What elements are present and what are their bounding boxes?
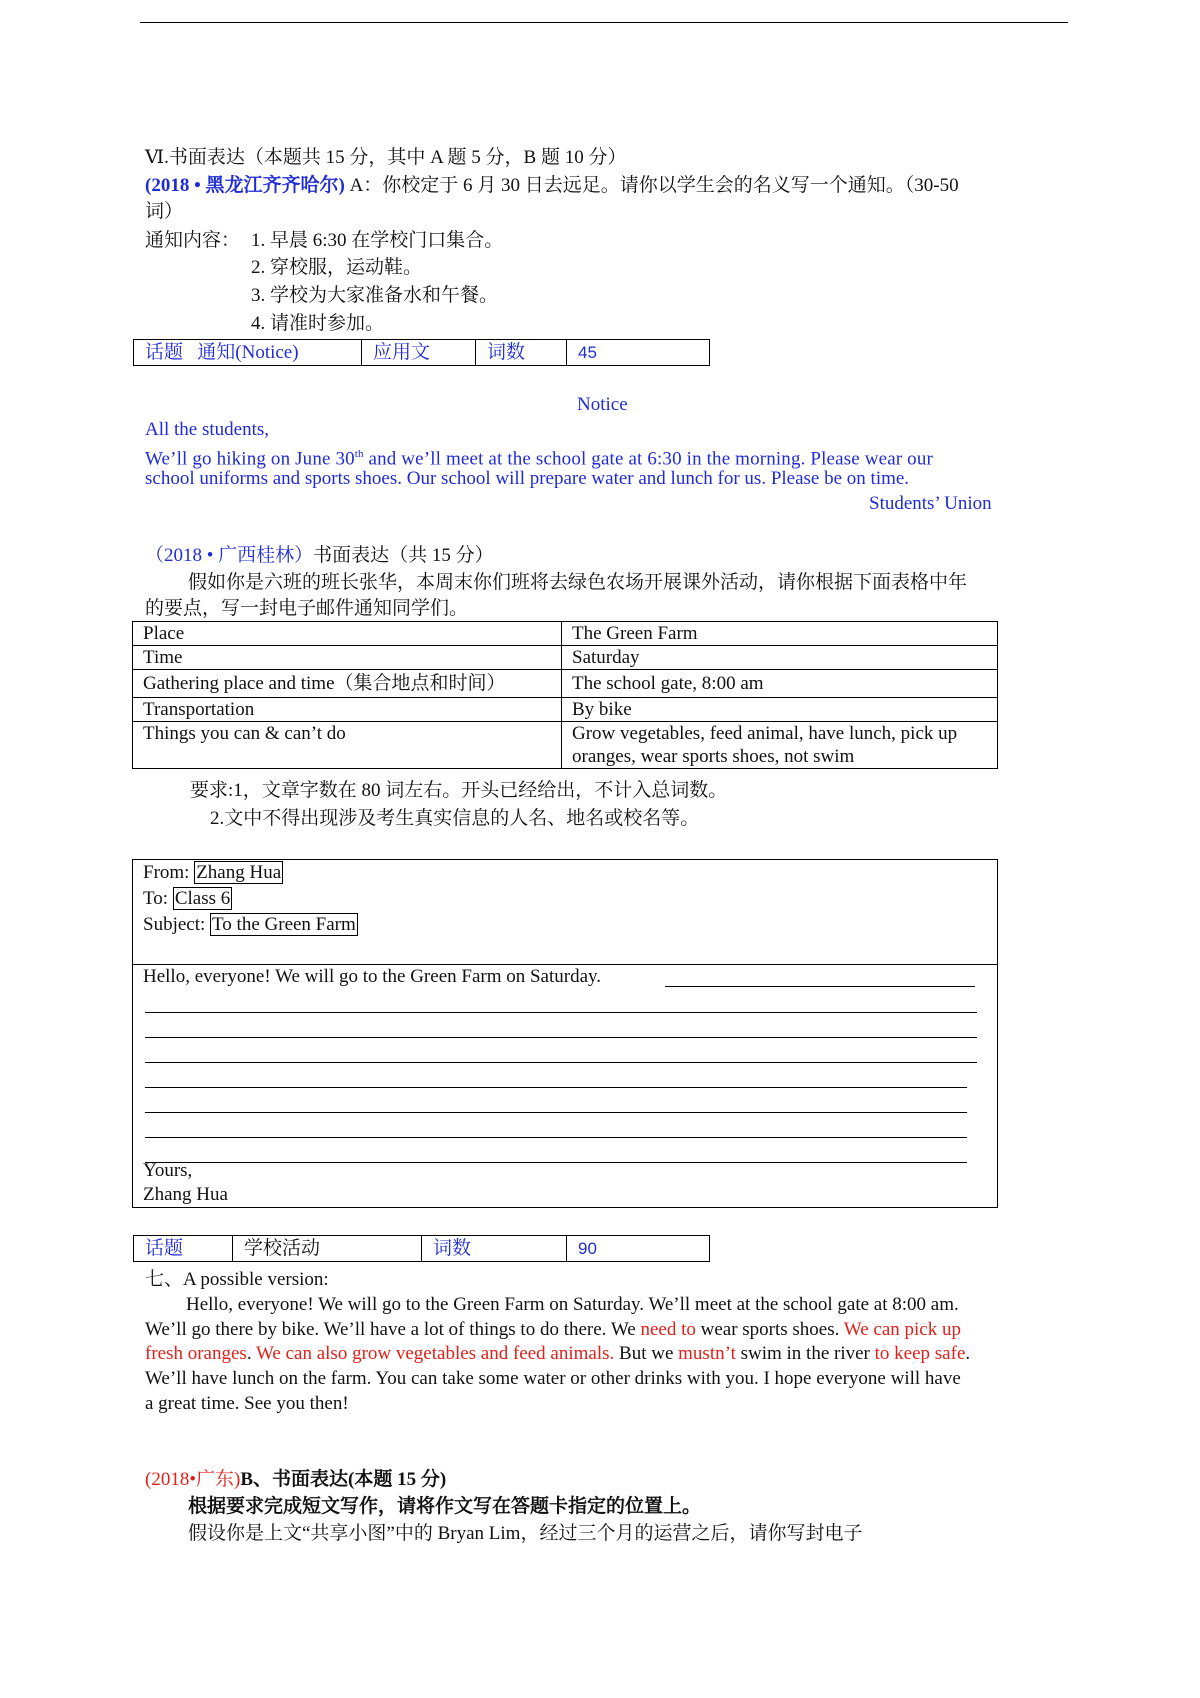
email-closing: Yours,: [143, 1160, 193, 1181]
email-from: From: Zhang Hua: [143, 862, 282, 883]
table-row: Gathering place and time（集合地点和时间） The school gate, 8:00 am: [133, 670, 998, 698]
to-value: Class 6: [174, 888, 231, 909]
notice-greeting: All the students,: [145, 419, 270, 440]
header-rule: [140, 22, 1068, 23]
source-guangdong: (2018•广东): [145, 1469, 241, 1490]
section-heading: Ⅵ.书面表达（本题共 15 分，其中 A 题 5 分，B 题 10 分）: [145, 147, 627, 168]
notice-item-3: 3. 学校为大家准备水和午餐。: [251, 285, 499, 306]
email-subject: Subject: To the Green Farm: [143, 914, 356, 935]
email-opening: Hello, everyone! We will go to the Green Farm on Saturday.: [143, 966, 602, 987]
notice-signature: Students’ Union: [869, 493, 992, 514]
email-signature: Zhang Hua: [143, 1184, 228, 1205]
notice-item-2: 2. 穿校服，运动鞋。: [251, 257, 423, 278]
table-row: Place The Green Farm: [133, 622, 998, 646]
answer-blank[interactable]: [665, 986, 975, 987]
guangdong-instruction: 根据要求完成短文写作，请将作文写在答题卡指定的位置上。: [188, 1496, 702, 1517]
from-value: Zhang Hua: [196, 862, 282, 883]
subject-value: To the Green Farm: [212, 914, 356, 935]
word-count-label: 词数: [476, 340, 567, 365]
version-line4: We’ll have lunch on the farm. You can take some water or other drinks with you. I hope everyone will have: [145, 1368, 961, 1389]
answer-blank[interactable]: [145, 1062, 977, 1063]
email-to: To: Class 6: [143, 888, 231, 909]
guilin-heading: （2018 • 广西桂林）书面表达（共 15 分）: [145, 545, 494, 566]
version-line1: Hello, everyone! We will go to the Green Farm on Saturday. We’ll meet at the school gate at 8:00 am.: [186, 1294, 959, 1315]
answer-blank[interactable]: [145, 1012, 977, 1013]
requirement-1: 要求:1，文章字数在 80 词左右。开头已经给出，不计入总词数。: [190, 780, 728, 801]
word-count-value: 45: [578, 343, 597, 362]
info-table: [132, 621, 998, 769]
notice-item-4: 4. 请准时参加。: [251, 313, 385, 334]
answer-blank[interactable]: [145, 1137, 967, 1138]
email-box: [132, 859, 998, 1208]
notice-body-line2: school uniforms and sports shoes. Our school will prepare water and lunch for us. Please be on time.: [145, 468, 910, 489]
guangdong-prompt: 假设你是上文“共享小图”中的 Bryan Lim，经过三个月的运营之后，请你写封电子: [188, 1523, 863, 1544]
prompt-a-line2: 词）: [145, 201, 184, 222]
version-line5: a great time. See you then!: [145, 1393, 349, 1414]
guilin-prompt-line1: 假如你是六班的班长张华，本周末你们班将去绿色农场开展课外活动，请你根据下面表格中年: [188, 572, 968, 593]
prompt-a-line1: A：你校定于 6 月 30 日去远足。请你以学生会的名义写一个通知。（30-50: [349, 175, 959, 196]
answer-blank[interactable]: [145, 1087, 967, 1088]
guilin-prompt-line2: 的要点，写一封电子邮件通知同学们。: [145, 598, 469, 619]
topic-value: 学校活动: [233, 1236, 422, 1261]
topic-bar-a: [133, 339, 710, 366]
word-count-label: 词数: [422, 1236, 567, 1261]
genre-cell: 应用文: [362, 340, 476, 365]
requirement-2: 2.文中不得出现涉及考生真实信息的人名、地名或校名等。: [210, 808, 700, 829]
notice-title: Notice: [577, 394, 628, 415]
source-qiqihar: (2018 • 黑龙江齐齐哈尔): [145, 175, 345, 196]
table-row: Time Saturday: [133, 646, 998, 670]
guangdong-heading: (2018•广东)B、书面表达(本题 15 分): [145, 1469, 447, 1490]
email-header: [133, 860, 997, 965]
answer-blank[interactable]: [145, 1037, 977, 1038]
prompt-a: [145, 173, 959, 198]
table-row: Transportation By bike: [133, 698, 998, 722]
word-count-value: 90: [578, 1239, 597, 1258]
topic-bar-b: [133, 1235, 710, 1262]
version-label: 七、A possible version:: [145, 1269, 329, 1290]
table-row: Things you can & can’t do Grow vegetables, feed animal, have lunch, pick up oranges, wear sports shoes, not swim: [133, 722, 998, 769]
notice-item-1: 1. 早晨 6:30 在学校门口集合。: [251, 230, 504, 251]
topic-cell: 话题 通知(Notice): [134, 340, 362, 365]
version-line2: We’ll go there by bike. We’ll have a lot of things to do there. We need to wear sports shoes. We can pick up: [145, 1319, 961, 1340]
notice-label: 通知内容：: [145, 230, 241, 251]
version-line3: fresh oranges. We can also grow vegetables and feed animals. But we mustn’t swim in the river to keep safe.: [145, 1343, 971, 1364]
answer-blank[interactable]: [145, 1162, 967, 1163]
topic-label: 话题: [134, 1236, 233, 1261]
notice-body-line1: We’ll go hiking on June 30th and we’ll meet at the school gate at 6:30 in the morning. Please wear our: [145, 448, 933, 470]
answer-blank[interactable]: [145, 1112, 967, 1113]
